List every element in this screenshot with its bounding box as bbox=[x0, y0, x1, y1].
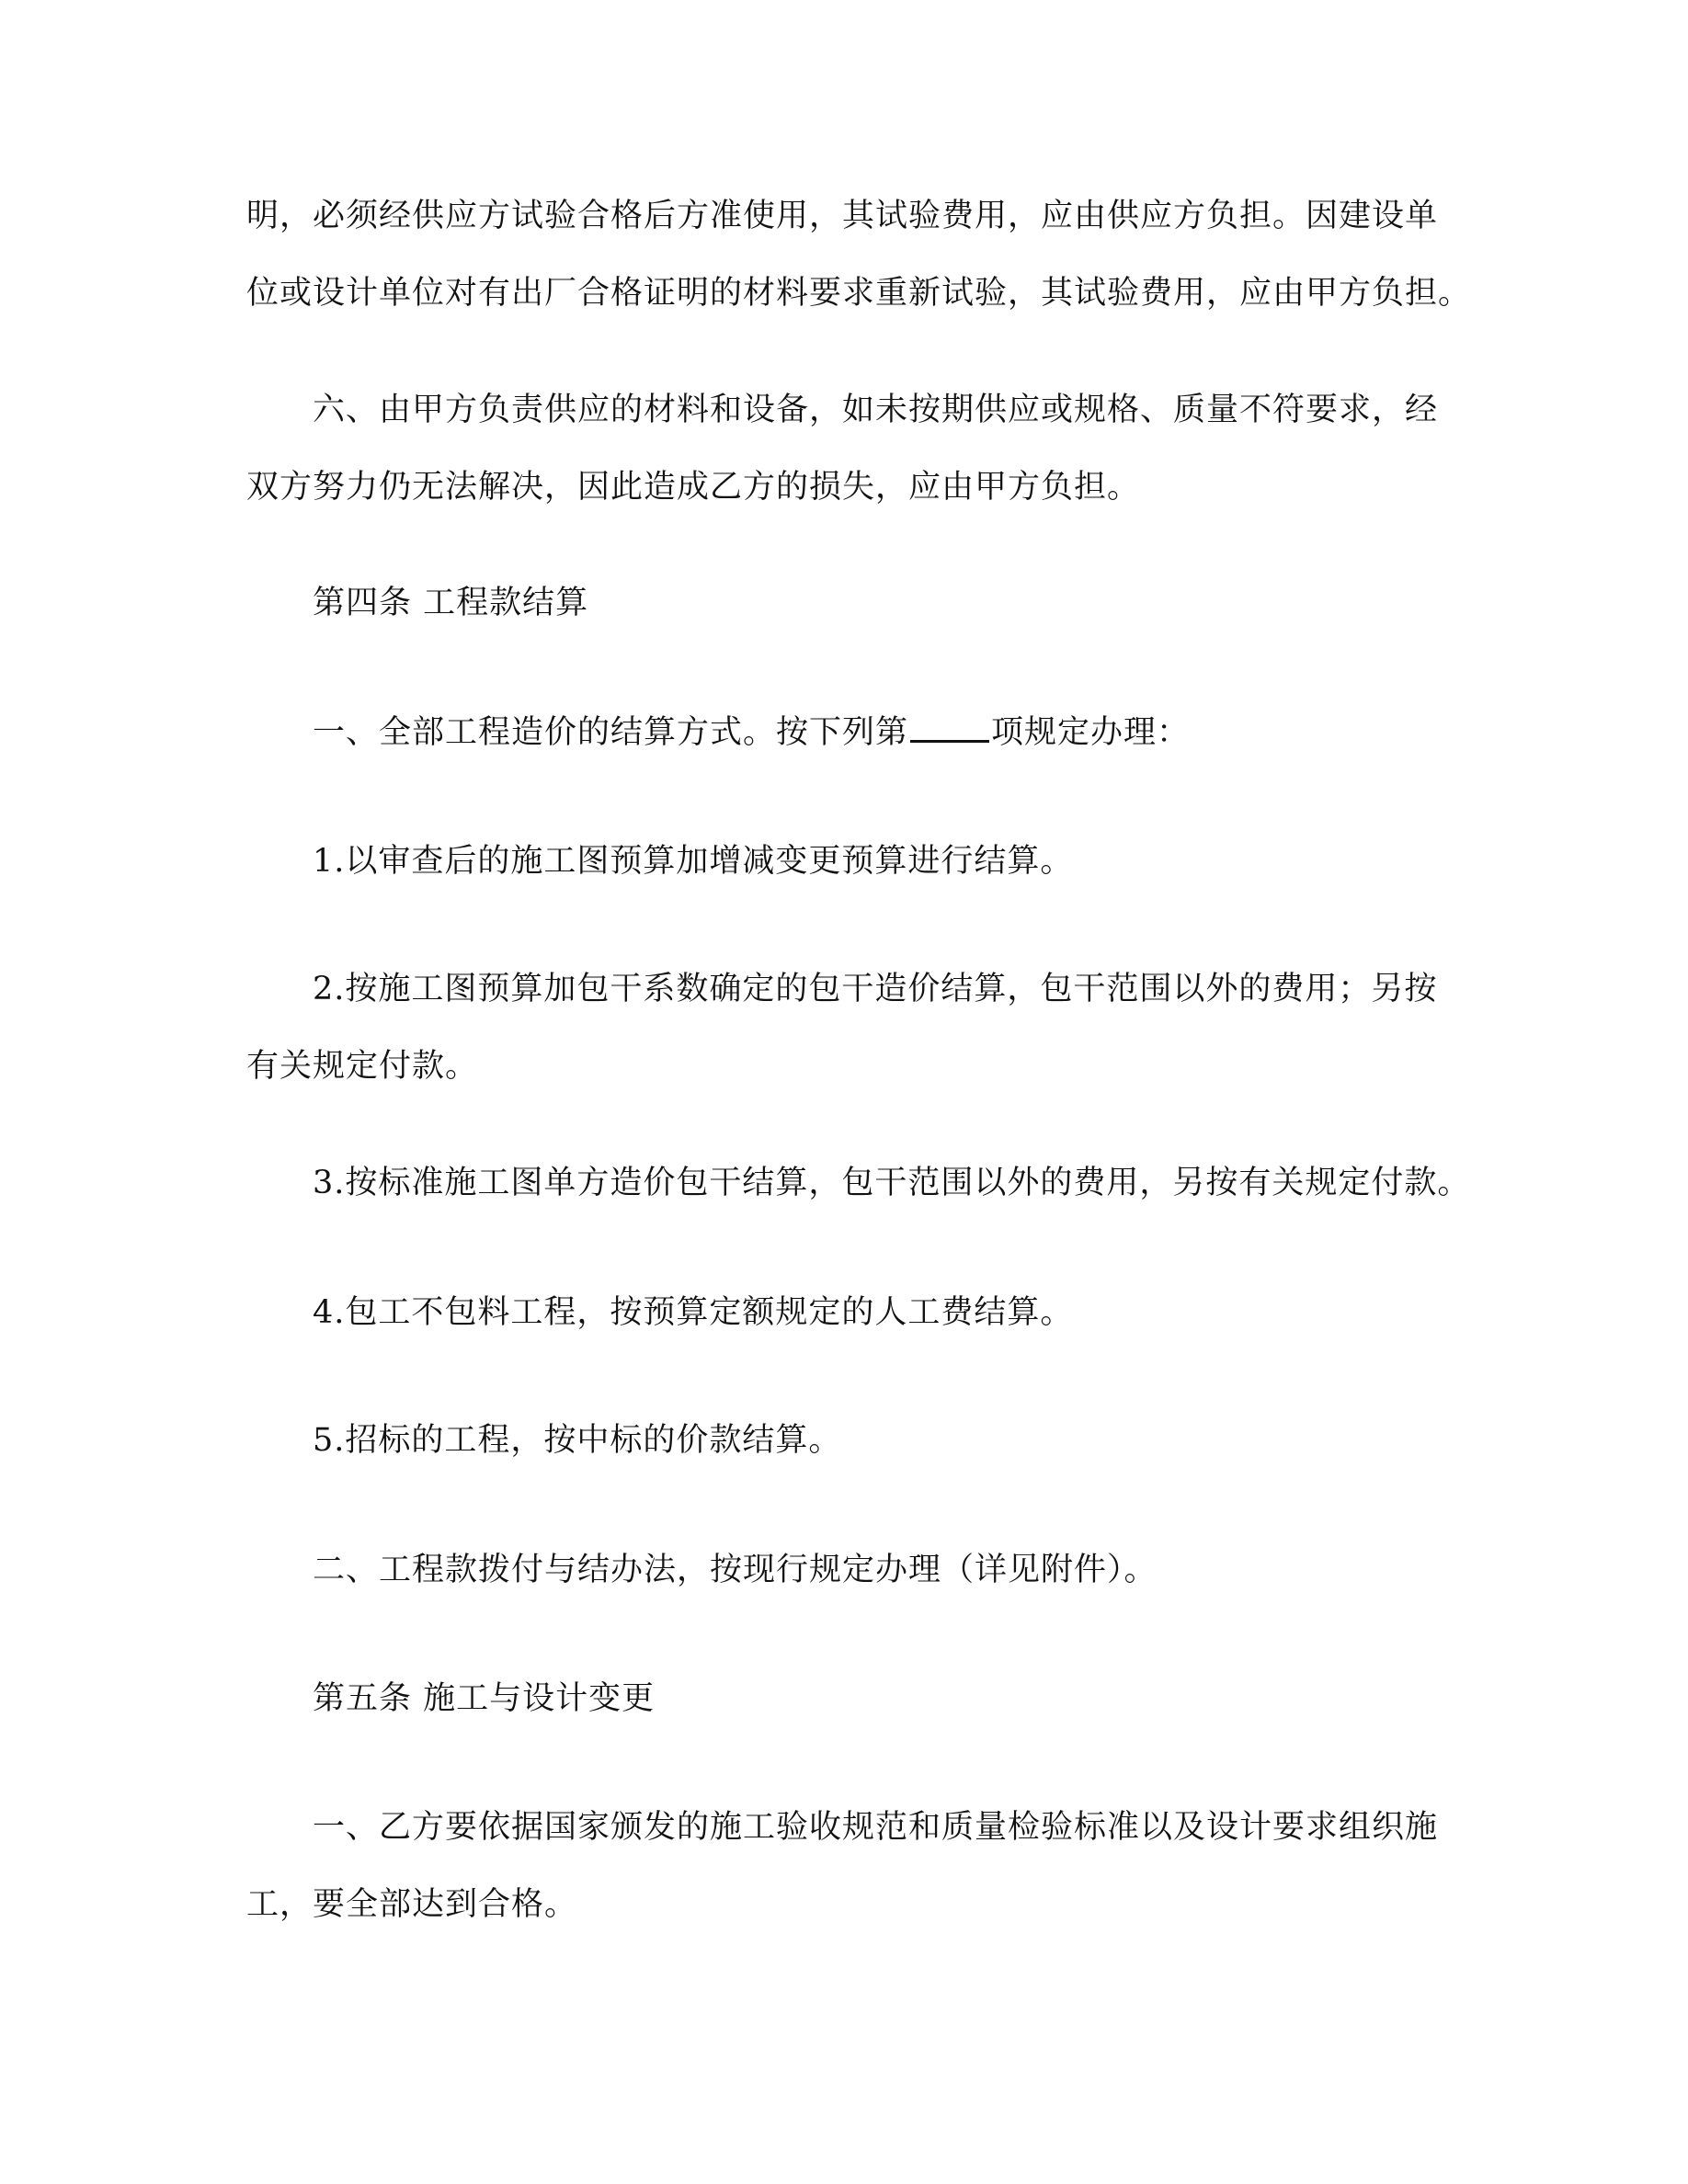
paragraph-item-six bbox=[246, 371, 1442, 526]
text-line: 5.招标的工程，按中标的价款结算。 bbox=[313, 1422, 842, 1459]
article-four-heading bbox=[246, 564, 1442, 642]
settlement-text-before-blank: 一、全部工程造价的结算方式。按下列第 bbox=[313, 714, 909, 751]
settlement-text-after-blank: 项规定办理： bbox=[991, 714, 1191, 751]
text-line: 双方努力仍无法解决，因此造成乙方的损失，应由甲方负担。 bbox=[246, 469, 1141, 506]
fill-in-blank bbox=[910, 714, 989, 743]
text-line: 4.包工不包料工程，按预算定额规定的人工费结算。 bbox=[313, 1294, 1074, 1331]
text-line: 一、乙方要依据国家颁发的施工验收规范和质量检验标准以及设计要求组织施 bbox=[313, 1809, 1439, 1846]
paragraph-settlement-method bbox=[246, 694, 1442, 771]
section-heading: 第四条 工程款结算 bbox=[313, 585, 589, 621]
text-line: 1.以审查后的施工图预算加增减变更预算进行结算。 bbox=[313, 843, 1074, 880]
text-line: 位或设计单位对有出厂合格证明的材料要求重新试验，其试验费用，应由甲方负担。 bbox=[246, 275, 1472, 312]
text-line: 2.按施工图预算加包干系数确定的包干造价结算，包干范围以外的费用；另按 bbox=[313, 971, 1438, 1007]
paragraph-construction-standards bbox=[246, 1789, 1442, 1943]
text-line: 有关规定付款。 bbox=[246, 1048, 479, 1085]
paragraph-item-two-payment bbox=[246, 1531, 1442, 1609]
paragraph-option-3 bbox=[246, 1144, 1471, 1222]
paragraph-test-costs bbox=[246, 177, 1472, 332]
article-five-heading bbox=[246, 1660, 1442, 1737]
paragraph-option-5 bbox=[246, 1402, 1442, 1479]
paragraph-option-4 bbox=[246, 1274, 1442, 1351]
paragraph-option-2 bbox=[246, 950, 1442, 1105]
text-line bbox=[246, 694, 1442, 771]
section-heading: 第五条 施工与设计变更 bbox=[313, 1680, 656, 1717]
text-line: 工，要全部达到合格。 bbox=[246, 1886, 578, 1923]
text-line: 二、工程款拨付与结办法，按现行规定办理（详见附件）。 bbox=[313, 1552, 1158, 1588]
paragraph-option-1 bbox=[246, 823, 1442, 900]
text-line: 明，必须经供应方试验合格后方准使用，其试验费用，应由供应方负担。因建设单 bbox=[246, 198, 1439, 234]
text-line: 3.按标准施工图单方造价包干结算，包干范围以外的费用，另按有关规定付款。 bbox=[313, 1165, 1471, 1201]
text-line: 六、由甲方负责供应的材料和设备，如未按期供应或规格、质量不符要求，经 bbox=[313, 392, 1439, 428]
